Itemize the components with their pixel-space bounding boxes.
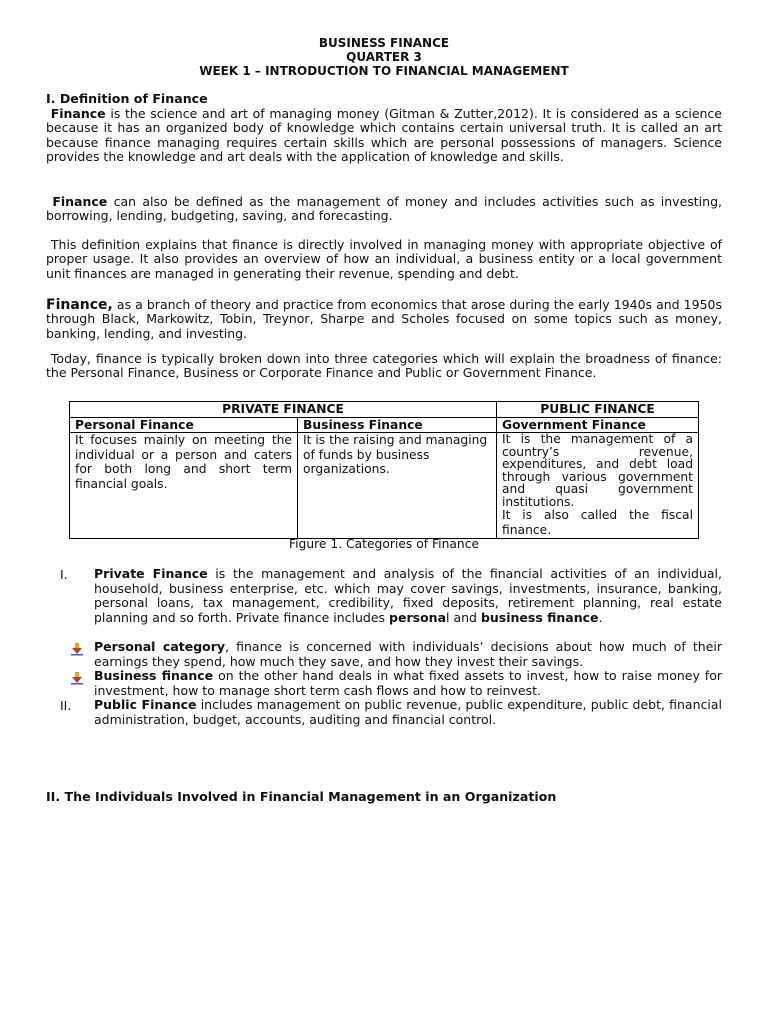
section-2-heading: II. The Individuals Involved in Financial Management in an Organization [46,789,557,804]
paragraph-3 [46,238,722,281]
list-item-3-text: on the other hand deals in what fixed assets to invest, how to raise money for investment, how to manage short term cash flows and how to reinvest. [94,668,722,698]
private-finance-header: PRIVATE FINANCE [70,402,497,418]
figure-caption: Figure 1. Categories of Finance [288,537,480,551]
public-finance-header: PUBLIC FINANCE [497,402,699,418]
business-finance-title: Business Finance [298,417,497,433]
finance-categories-table [69,401,699,539]
section-1-heading: I. Definition of Finance [46,91,208,106]
term-finance: Finance [52,194,108,209]
personal-finance-description: It focuses mainly on meeting the individual or a person and caters for both long and short term financial goals. [70,433,298,539]
list-item-business-finance [94,669,722,698]
government-finance-text: It is the management of a country’s revenue, expenditures, and debt load through various government and quasi government institutions. [502,432,693,509]
term-business-finance: business finance [480,609,599,625]
paragraph-5 [46,352,722,381]
document-header [0,36,768,78]
week-title: WEEK 1 – INTRODUCTION TO FINANCIAL MANAGEMENT [199,64,569,78]
government-finance-note: It is also called the fiscal finance. [502,508,693,538]
business-finance-description: It is the raising and managing of funds by business organizations. [298,433,497,539]
paragraph-4 [46,298,722,341]
list-item-2-text: , finance is concerned with individuals’ decisions about how much of their earnings they spend, how much they save, and how they invest their savings. [94,639,722,669]
paragraph-5-text: Today, finance is typically broken down into three categories which will explain the broadness of finance: the Personal Finance, Business or Corporate Finance and Public or Government Finance. [46,351,722,381]
list-item-1-text: is the management and analysis of the financial activities of an individual, household, business enterprise, etc. which may cover savings, investments, insurance, banking, personal loans, tax management, credibility, fixed deposits, retirement planning, real estate planning and so forth. Private finance includes [94,566,722,625]
paragraph-1-text: is the science and art of managing money (Gitman & Zutter,2012). It is considered as a science because it has an organized body of knowledge which contains certain universal truth. It is called an art because finance managing requires certain skills which are personal possessions of managers. Science provides the knowledge and art deals with the application of knowledge and skills. [46,106,722,164]
arrow-down-bullet-icon [70,642,84,656]
arrow-down-bullet-icon [70,671,84,685]
paragraph-1 [46,107,722,164]
term-private-finance: Private Finance [94,566,208,581]
term-business-finance: Business finance [94,668,214,683]
list-item-4-text: includes management on public revenue, public expenditure, public debt, financial administration, budget, accounts, auditing and financial control. [94,697,722,727]
list-item-private-finance [94,567,722,625]
paragraph-4-text: as a branch of theory and practice from economics that arose during the early 1940s and 1950s through Black, Markowitz, Tobin, Treynor, Sharpe and Scholes focused on some topics such as money, banking, lending, and investing. [46,297,722,341]
government-finance-description [497,433,699,539]
term-personal-category: Personal category [94,639,226,654]
list-item-1-text-2: l and [446,609,481,625]
list-item-1-text-3: . [598,609,603,625]
list-marker-2: II. [60,698,72,713]
quarter-title: QUARTER 3 [346,50,422,64]
term-finance: Finance [50,106,106,121]
government-finance-title: Government Finance [497,417,699,433]
term-finance: Finance, [46,297,113,313]
paragraph-2-text: can also be defined as the management of money and includes activities such as investing, borrowing, lending, budgeting, saving, and forecasting. [46,194,722,224]
term-public-finance: Public Finance [94,697,197,712]
personal-finance-title: Personal Finance [70,417,298,433]
list-marker-1: I. [60,567,68,582]
paragraph-2 [46,195,722,224]
subject-title: BUSINESS FINANCE [318,36,450,50]
term-personal: persona [389,609,446,625]
list-item-public-finance [94,698,722,727]
list-item-personal-category [94,640,722,669]
paragraph-3-text: This definition explains that finance is directly involved in managing money with appropriate objective of proper usage. It also provides an overview of how an individual, a business entity or a local government unit finances are managed in generating their revenue, spending and debt. [46,237,722,281]
